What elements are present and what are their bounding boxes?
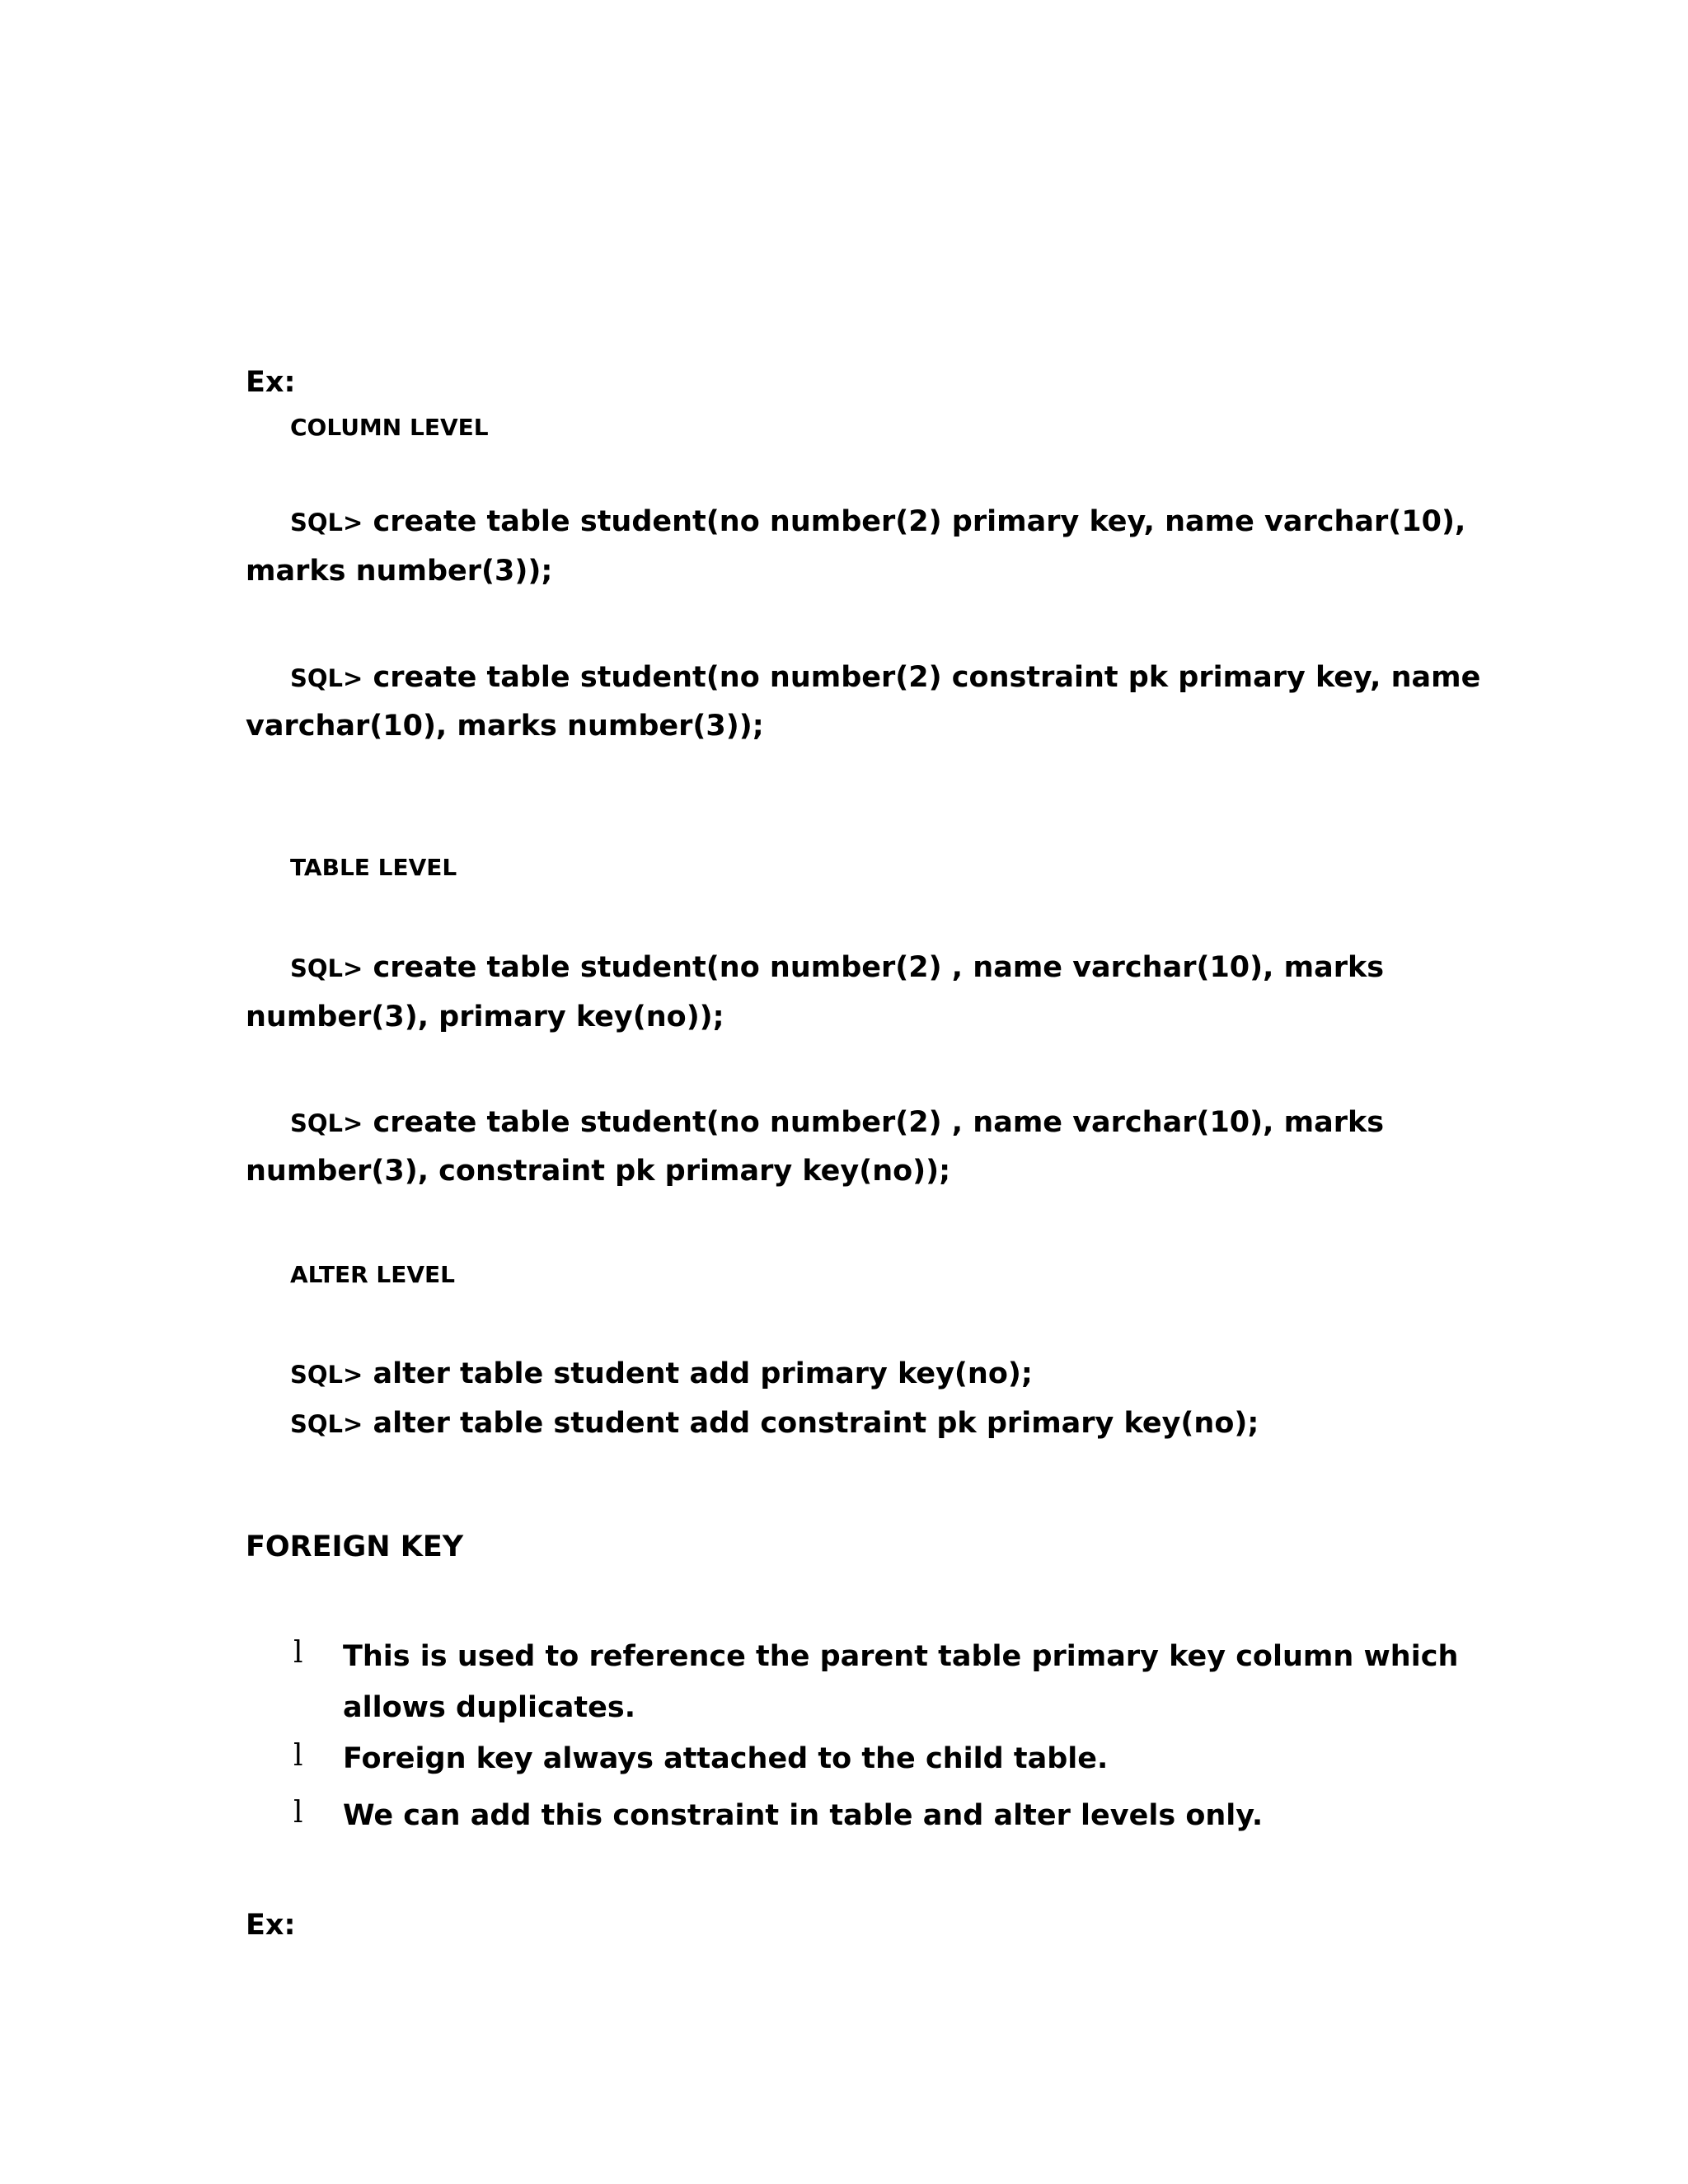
foreign-key-bullet-3: We can add this constraint in table and alter levels only. (343, 1799, 1264, 1832)
sql-prompt: SQL> (290, 954, 363, 982)
alter-level-heading: ALTER LEVEL (290, 1261, 456, 1288)
sql-prompt: SQL> (290, 509, 363, 537)
foreign-key-heading: FOREIGN KEY (246, 1530, 464, 1563)
sql-prompt: SQL> (290, 664, 363, 692)
sql-statement-text: create table student(no number(2) , name varchar(10), marks (373, 1106, 1385, 1139)
column-level-statement-2-line-2: varchar(10), marks number(3)); (246, 710, 764, 743)
ex-label-top: Ex: (246, 366, 296, 399)
sql-prompt: SQL> (290, 1361, 363, 1389)
alter-level-statement-2 (290, 1409, 1259, 1438)
table-level-statement-2-line-2: number(3), constraint pk primary key(no)); (246, 1155, 951, 1188)
sql-statement-text: alter table student add primary key(no); (373, 1357, 1033, 1390)
table-level-statement-2-line-1 (290, 1108, 1384, 1137)
bullet-marker-icon: l (293, 1739, 303, 1773)
foreign-key-bullet-2: Foreign key always attached to the child table. (343, 1742, 1109, 1775)
column-level-statement-2-line-1 (290, 663, 1480, 692)
sql-prompt: SQL> (290, 1109, 363, 1137)
foreign-key-bullet-1-line-1: This is used to reference the parent table primary key column which (343, 1640, 1459, 1673)
sql-statement-text: create table student(no number(2) constraint pk primary key, name (373, 661, 1481, 694)
sql-statement-text: alter table student add constraint pk primary key(no); (373, 1407, 1259, 1440)
ex-label-bottom: Ex: (246, 1909, 296, 1942)
column-level-statement-1-line-1 (290, 505, 1466, 538)
sql-statement-text: create table student(no number(2) , name varchar(10), marks (373, 951, 1385, 984)
table-level-statement-1-line-2: number(3), primary key(no)); (246, 1001, 724, 1033)
bullet-marker-icon: l (293, 1636, 303, 1670)
alter-level-statement-1 (290, 1357, 1033, 1390)
table-level-statement-1-line-1 (290, 951, 1385, 984)
sql-statement-text: create table student(no number(2) primary key, name varchar(10), (373, 505, 1466, 538)
foreign-key-bullet-1-line-2: allows duplicates. (343, 1691, 635, 1724)
column-level-statement-1-line-2: marks number(3)); (246, 555, 553, 588)
bullet-marker-icon: l (293, 1796, 303, 1830)
column-level-heading: COLUMN LEVEL (290, 414, 489, 441)
sql-prompt: SQL> (290, 1410, 363, 1438)
table-level-heading: TABLE LEVEL (290, 854, 457, 881)
